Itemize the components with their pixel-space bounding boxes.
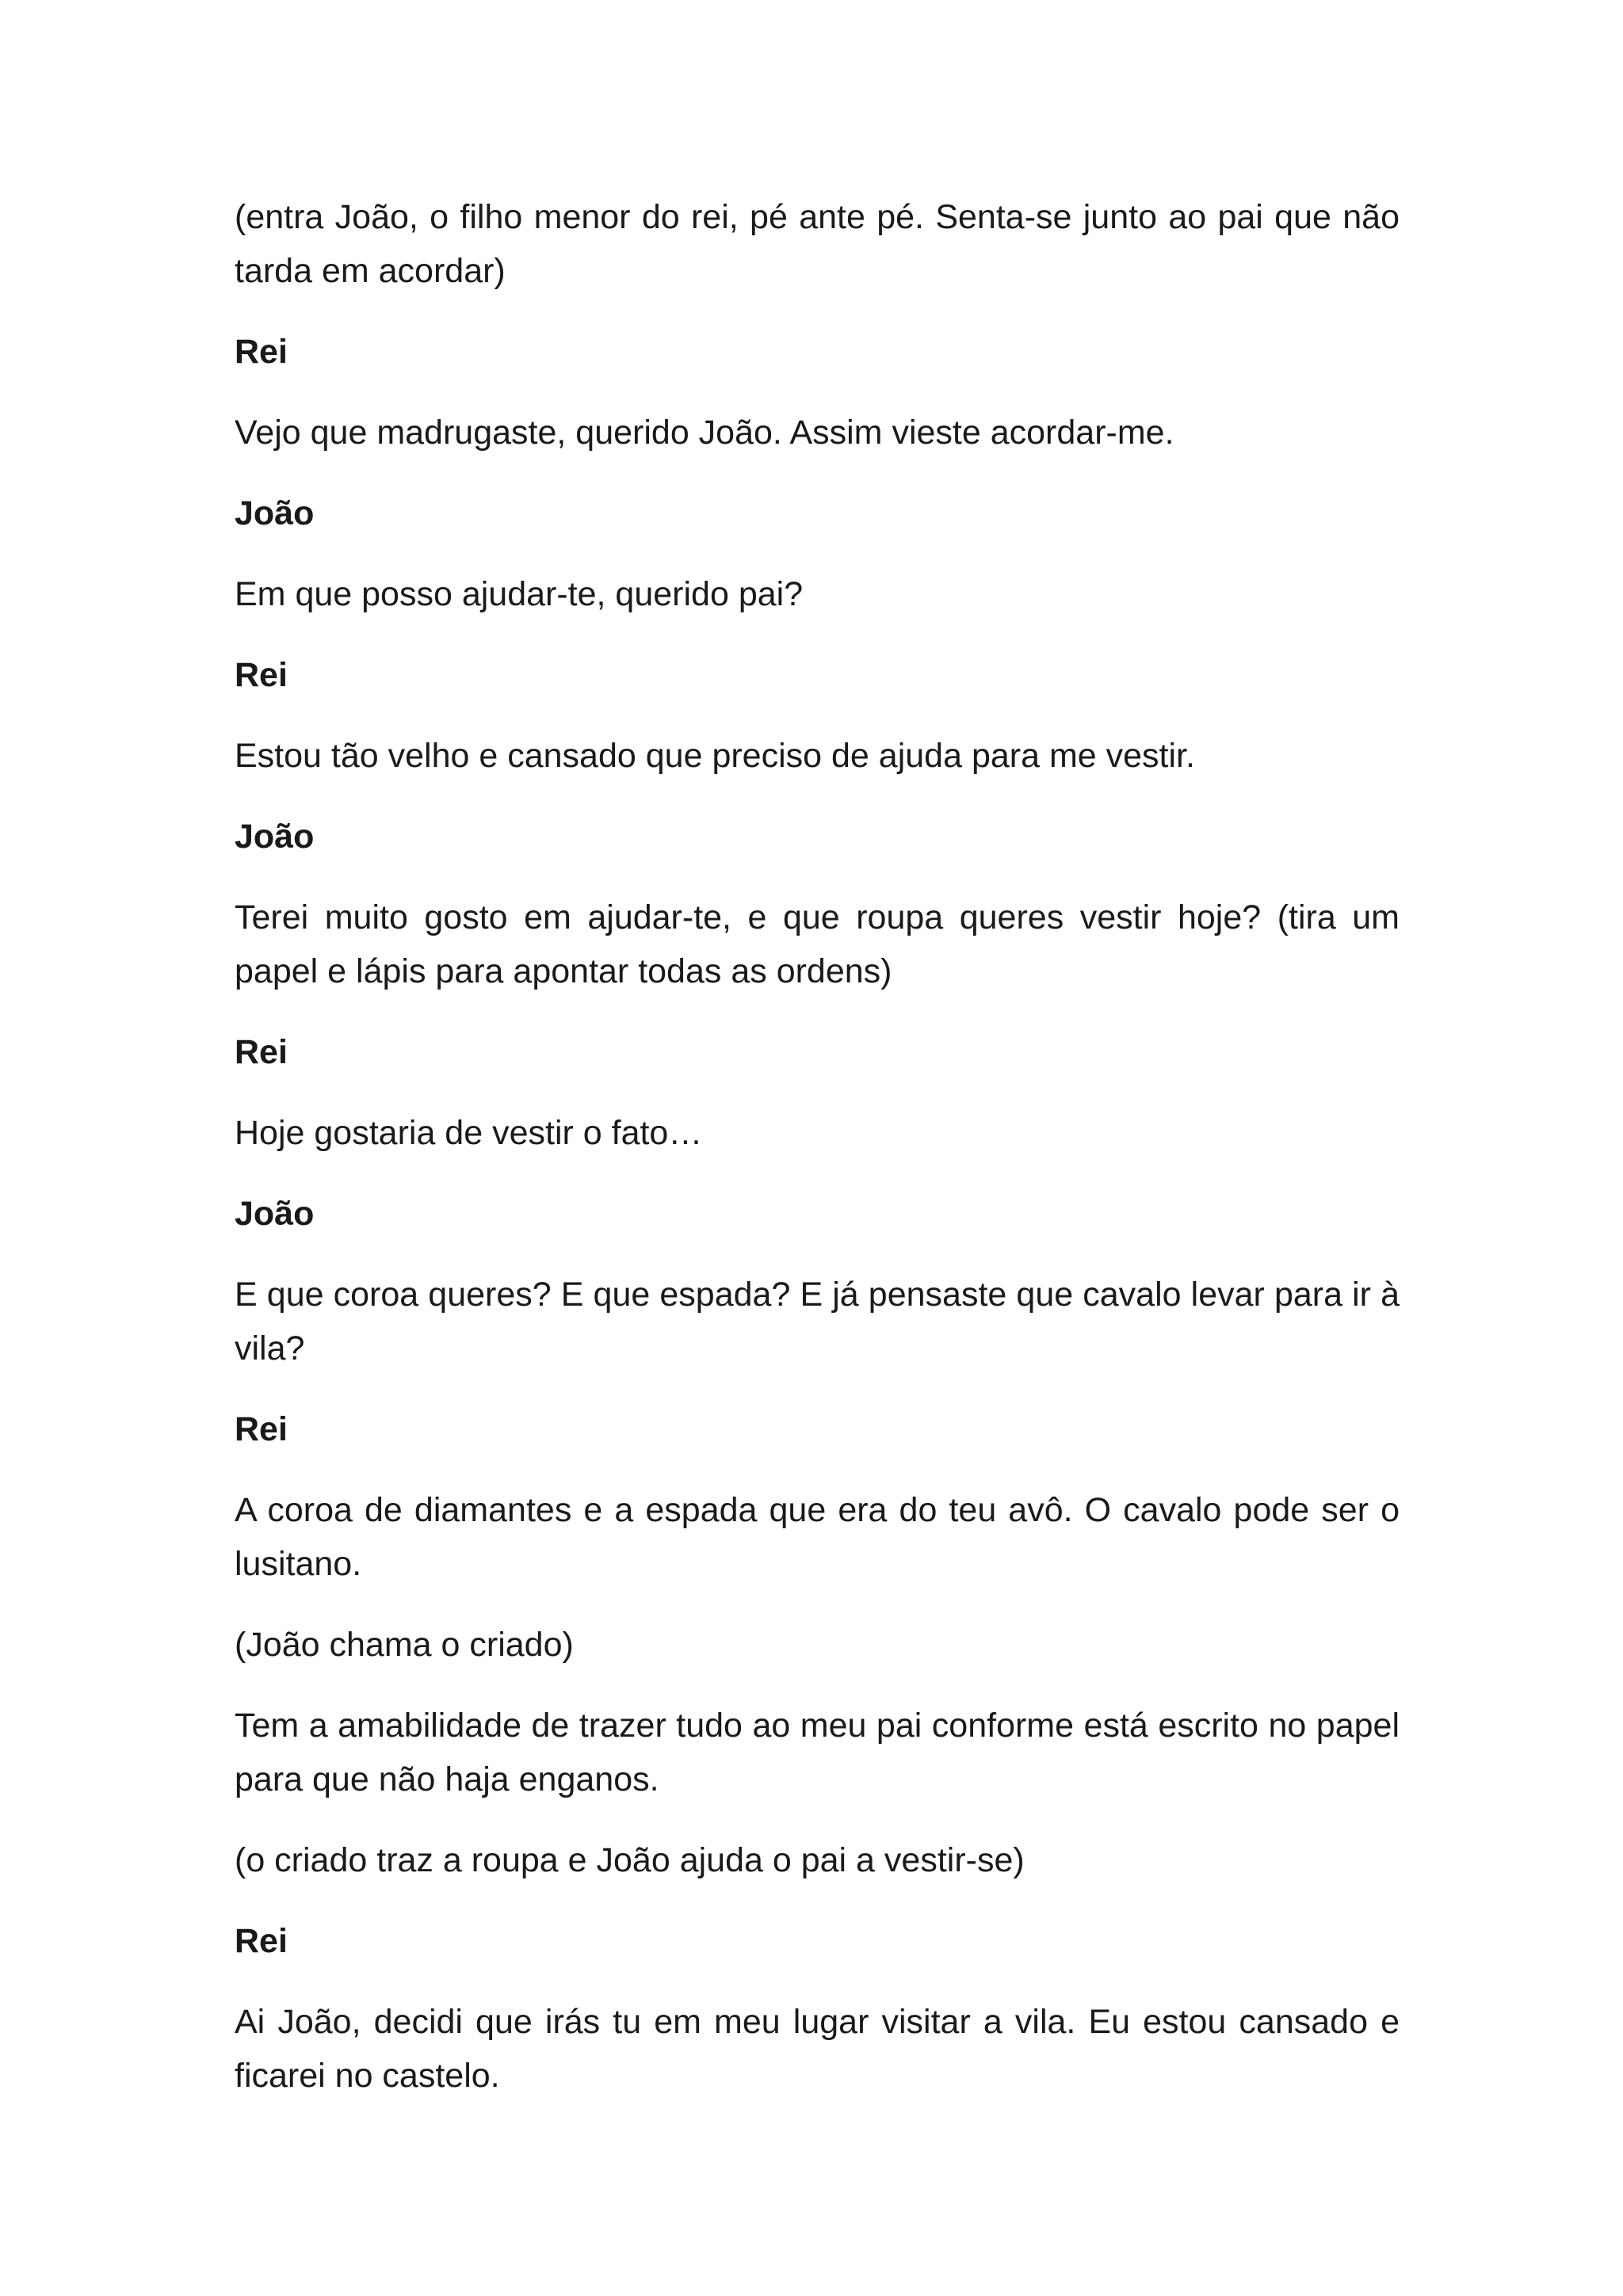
stage-direction: (o criado traz a roupa e João ajuda o pai a vestir-se) xyxy=(235,1841,1025,1879)
speaker-name: Rei xyxy=(235,1922,288,1960)
speaker-name: João xyxy=(235,494,315,532)
dialogue-line: Hoje gostaria de vestir o fato… xyxy=(235,1114,703,1152)
dialogue-line: Tem a amabilidade de trazer tudo ao meu pai conforme está escrito no papel para que não haja enganos. xyxy=(235,1707,1400,1798)
dialogue-line: Em que posso ajudar-te, querido pai? xyxy=(235,575,804,613)
stage-direction: (João chama o criado) xyxy=(235,1626,574,1664)
speaker-name: Rei xyxy=(235,1033,288,1071)
script-body xyxy=(235,190,1400,2130)
dialogue-line: Terei muito gosto em ajudar-te, e que roupa queres vestir hoje? (tira um papel e lápis para apontar todas as ordens) xyxy=(235,898,1400,990)
speaker-name: João xyxy=(235,1195,315,1233)
dialogue-line: Estou tão velho e cansado que preciso de ajuda para me vestir. xyxy=(235,737,1195,775)
speaker-name: Rei xyxy=(235,1410,288,1448)
dialogue-line: Ai João, decidi que irás tu em meu lugar visitar a vila. Eu estou cansado e ficarei no castelo. xyxy=(235,2003,1400,2095)
dialogue-line: A coroa de diamantes e a espada que era do teu avô. O cavalo pode ser o lusitano. xyxy=(235,1491,1400,1583)
speaker-name: Rei xyxy=(235,333,288,371)
dialogue-line: E que coroa queres? E que espada? E já pensaste que cavalo levar para ir à vila? xyxy=(235,1276,1400,1367)
speaker-name: João xyxy=(235,818,315,856)
speaker-name: Rei xyxy=(235,656,288,694)
stage-direction: (entra João, o filho menor do rei, pé ante pé. Senta-se junto ao pai que não tarda em acordar) xyxy=(235,198,1400,290)
dialogue-line: Vejo que madrugaste, querido João. Assim vieste acordar-me. xyxy=(235,414,1174,452)
